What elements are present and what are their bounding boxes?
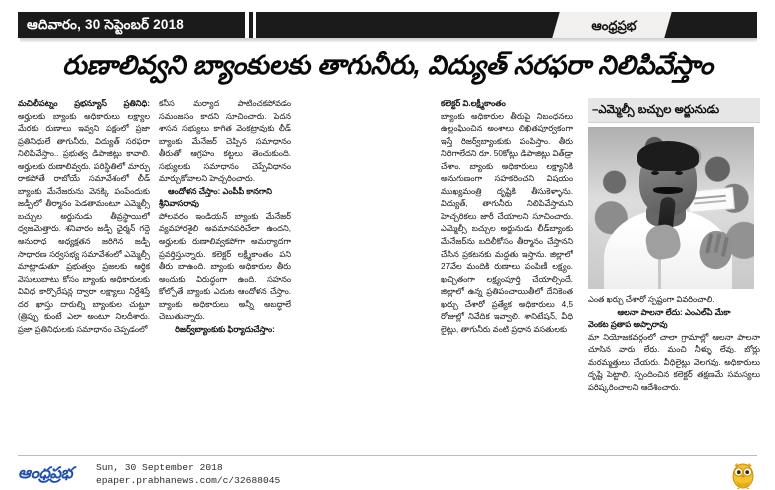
rail-paragraph-2: మా నియోజకవర్గంలో చాలా గ్రామాల్లో ఆలనా పాలనా చూసిన వారు లేరు. మంచి నీళ్ళు లేవు. బోర్లు మరమ్మత్తులు చేయరు. వీధిలైట్లు వెలగవు. అధికారులు దృష్టి పెట్టాలి. స్పందించిన కలెక్టర్ తక్షణమే సమస్యలు పరిష్కరించాలని ఆదేశించారు. [588, 332, 760, 392]
footer-date: Sun, 30 September 2018 [96, 462, 223, 473]
column-4-paragraph: బ్యాంకు అధికారుల తీరుపై నిబంధనలు ఉల్లంఘించిన అంశాలు లిఖితపూర్వకంగా ఇస్తే రిజర్వ్‌బ్యాంకుకు పంపిస్తాం. తీరు నిరిగాలేదని రూ. 50కోట్లు డిపాజిట్లు విత్‌డ్రా చేశాం. బ్యాంకు అధికారులు లక్ష్యానికి అనుగుణంగా సహకరించని విషయం ముఖ్యమంత్రి దృష్టికి తీసుకెళ్ళాను. విద్యుత్, తాగునీరు నిలిపివేస్తామని హెచ్చరికలు జారీ చేయాలని సూచించారు. ఎమ్మెల్సీ బచ్చుల అర్జునుడు లీడ్‌బ్యాంకు మేనేజర్‌ను బదిలీకోసం తీర్మానం చేస్తానని చేసిన ప్రకటనకు మద్దతు ఇస్తాను. జిల్లాలో 27వేల మందికి రుణాలు పంపిణీ లక్ష్యం. ఖచ్చితంగా లక్ష్యంపూర్తి చేయాల్సిందే. జిల్లాలో ఉన్న ప్రతిపంచాయితీలో దేనికెంత ఖర్చు చేశారో ప్రత్యేక అధికారులు 4,5 రోజుల్లో నివేదిక ఇవ్వాలి. శానిటేషన్, వీధి లైట్లు, తాగునీరు వంటి ప్రధాన వసతులకు [441, 111, 573, 334]
footer-divider [18, 455, 757, 456]
footer-meta [96, 462, 280, 487]
footer-url[interactable]: epaper.prabhanews.com/c/32688045 [96, 474, 281, 486]
column-2-subhead-3: రిజర్వ్‌బ్యాంకుకు ఫిర్యాదుచేస్తాం: [175, 324, 275, 334]
dateline: మచిలీపట్నం [18, 99, 58, 108]
column-1-text: అర్హులకు బ్యాంకు అధికారులు లక్ష్యాల మేరకు రుణాలు ఇవ్వని పక్షంలో ప్రజా ప్రతినిధులే తాగునీరు, విద్యుత్ సరఫరా నిలిపివేస్తాం.. ప్రభుత్వ డిపాజిట్లు కావాలి. అర్హులకు రుణాలివ్వరు. పరిస్థితిలో మార్పు రాకపోతే రాబోయే సమావేశంలో లీడ్ బ్యాంకు మేనేజరును వెనక్కి పంపేందుకు జడ్పీలో తీర్మానం పెడతామంటూ ఎమ్మెల్సీ బచ్చుల అర్జునుడు తీవ్రస్థాయిలో ధ్వజమెత్తారు. శనివారం జడ్పీ ఛైర్మన్ గద్దె అనురాధ అధ్యక్షతన జరిగిన జడ్పీ సాధారణ సర్వసభ్య సమావేశంలో ఎమ్మెల్సీ మాట్లాడుతూ ప్రభుత్వం ప్రజలకు ఆర్థిక వెసులుబాటు కోసం బ్యాంకు అధికారులకు వివిధ కార్పొరేషన్ల ద్వారా లక్ష్యాలు నిర్దేశిస్తే దర ఖాస్తు దారుల్ని బ్యాంకుల చుట్టూ (త్రిప్పు కుంటే ఎలా అంటూ నిలదీశారు. ప్రజా ప్రతినిధులకు సమాధానం చెప్పడంలో [18, 111, 150, 334]
photo-subject-moustache [653, 187, 683, 194]
source-label: ప్రభన్యూస్ [74, 99, 107, 108]
photo-caption: –ఎమ్మెల్సీ బచ్చుల అర్జునుడు [592, 104, 720, 116]
footer [18, 462, 757, 488]
rail-paragraph-1: ఎంత ఖర్చు చేశారో స్పష్టంగా వివరించాలి. [588, 295, 715, 304]
footer-logo: ఆంధ్రప్రభ [18, 465, 73, 482]
photo-subject-hair [637, 141, 699, 171]
byline: ప్రతినిధి: [123, 99, 150, 108]
photo-subject-eye-right [675, 171, 683, 175]
column-2-subhead-1: ఆందోళన చేస్తాం: ఎంపీపీ కానగాని [168, 186, 273, 196]
owl-icon [730, 462, 756, 489]
rail-text-block [588, 294, 760, 394]
article-column-3 [300, 98, 432, 446]
article-column-1 [18, 98, 150, 446]
photo-subject-eye-left [651, 171, 659, 175]
masthead-brand-label: ఆంధ్రప్రభ [591, 18, 637, 33]
masthead-divider-2 [253, 12, 256, 38]
column-2-subhead-2: శ్రీనివాసరావు [159, 199, 199, 209]
article-headline: రుణాలివ్వని బ్యాంకులకు తాగునీరు, విద్యుత్ సరఫరా నిలిపివేస్తాం [61, 50, 714, 80]
article-column-2 [159, 98, 291, 446]
masthead [18, 12, 757, 40]
photo-caption-bar [588, 98, 760, 123]
masthead-date: ఆదివారం, 30 సెప్టెంబర్ 2018 [27, 17, 185, 32]
column-2-paragraph-2: పోలవరం ఇండియన్ బ్యాంకు మేనేజర్ వ్యవహారశైలి అవమానపరిచేలా ఉందని, అర్హులకు రుణాలివ్వకపోగా అమర్యాదగా ప్రవర్తిస్తున్నారు. కలెక్టర్ లక్ష్మీకాంతం పని తీరు బాఉంది. బ్యాంకు అధికారుల తీరు అందుకు విరుద్ధంగా ఉంది. సహనం కోల్పోతే బ్యాంకు ఎదుట ఆందోళన చేస్తాం. బ్యాంకు అధికారులు అన్నీ అబద్ధాలే చెబుతున్నారు. [159, 211, 291, 322]
article-photo [588, 127, 754, 289]
column-1-paragraph [18, 98, 150, 336]
masthead-divider-1 [245, 12, 249, 38]
article-column-4 [441, 98, 573, 446]
column-4-subhead: కలెక్టర్ వి.లక్ష్మీకాంతం [441, 99, 506, 108]
rail-subhead-2: వెంకట ప్రతాప అప్పారావు [588, 320, 668, 330]
rail-subhead-1: ఆలనా పాలనా లేదు: ఎంఎల్ఏ మేకా [617, 307, 731, 317]
column-2-paragraph-1: కనీస మర్యాద పాటించకపోవడం సమంజసం కాదని సూచించారు. పెదన శాసన సభ్యులు కాగిత వెంకట్రావుకు లీడ్ బ్యాంకు మేనేజర్ చెప్పిన సమాధానం తీరుతో ఆగ్రహం కట్టలు తెంచుకుంది. సభ్యులకు సమాధానం చెప్పేవిధానం మార్చుకోవాలని హెచ్చరించారు. [159, 99, 291, 184]
photo-rail [588, 98, 760, 394]
masthead-shadow [20, 38, 757, 42]
